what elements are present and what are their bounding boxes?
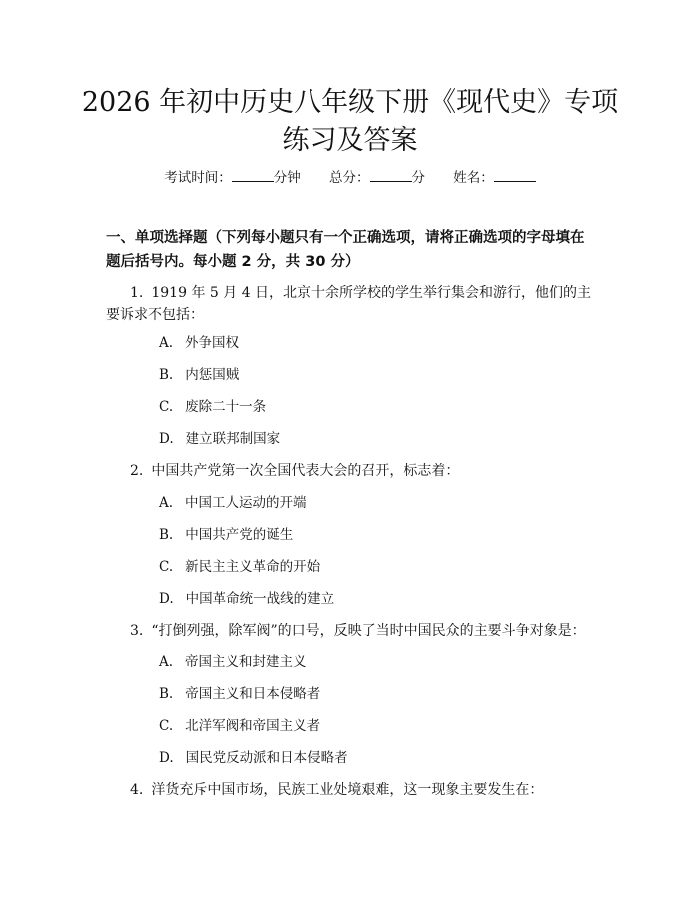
exam-score <box>329 170 429 186</box>
exam-score-unit: 分 <box>411 170 425 186</box>
exam-time <box>164 170 305 186</box>
option-text: 外争国权 <box>185 335 240 351</box>
exam-score-blank <box>370 168 412 182</box>
question-number: 3. <box>130 623 144 639</box>
exam-time-blank <box>232 168 274 182</box>
q2-option-b <box>159 525 293 545</box>
q2-option-a <box>159 493 307 513</box>
student-name <box>453 170 536 186</box>
question-4 <box>106 779 596 801</box>
q3-option-b <box>159 684 320 704</box>
option-text: 中国工人运动的开端 <box>185 495 307 511</box>
option-letter: B. <box>159 527 174 543</box>
option-letter: A. <box>159 654 174 670</box>
section-heading: 一、单项选择题（下列每小题只有一个正确选项，请将正确选项的字母填在题后括号内。每小题 2 分，共 30 分） <box>106 230 585 270</box>
exam-time-unit: 分钟 <box>273 170 301 186</box>
exam-score-label: 总分： <box>329 170 370 186</box>
question-number: 4. <box>130 782 144 798</box>
option-text: 新民主主义革命的开始 <box>185 559 321 575</box>
option-text: 废除二十一条 <box>185 399 267 415</box>
option-letter: C. <box>159 559 174 575</box>
option-letter: C. <box>159 718 174 734</box>
question-1 <box>106 282 596 326</box>
option-letter: A. <box>159 335 174 351</box>
option-text: 中国共产党的诞生 <box>185 527 294 543</box>
q2-option-d <box>159 589 334 609</box>
option-text: 内惩国贼 <box>185 367 240 383</box>
question-2 <box>106 460 596 482</box>
q3-option-d <box>159 748 348 768</box>
option-text: 国民党反动派和日本侵略者 <box>185 750 348 766</box>
option-letter: D. <box>159 431 174 447</box>
option-letter: B. <box>159 686 174 702</box>
question-3 <box>106 620 596 642</box>
option-letter: D. <box>159 591 174 607</box>
option-text: 帝国主义和封建主义 <box>185 654 307 670</box>
q1-option-b <box>159 365 239 385</box>
q1-option-d <box>159 429 280 449</box>
option-letter: B. <box>159 367 174 383</box>
student-name-blank <box>494 168 536 182</box>
question-text: 洋货充斥中国市场，民族工业处境艰难，这一现象主要发生在： <box>151 782 544 798</box>
document-title <box>60 84 640 160</box>
question-number: 1. <box>130 285 144 301</box>
student-name-label: 姓名： <box>453 170 494 186</box>
option-text: 帝国主义和日本侵略者 <box>185 686 321 702</box>
q3-option-a <box>159 652 307 672</box>
q2-option-c <box>159 557 320 577</box>
question-text: 中国共产党第一次全国代表大会的召开，标志着： <box>151 463 460 479</box>
exam-time-label: 考试时间： <box>164 170 232 186</box>
title-line-2: 练习及答案 <box>282 125 418 156</box>
question-text: 1919 年 5 月 4 日，北京十余所学校的学生举行集会和游行，他们的主要诉求不包括： <box>106 285 592 323</box>
exam-info <box>0 168 700 188</box>
question-text: “打倒列强，除军阀”的口号，反映了当时中国民众的主要斗争对象是： <box>151 623 586 639</box>
option-text: 北洋军阀和帝国主义者 <box>185 718 321 734</box>
option-letter: D. <box>159 750 174 766</box>
q3-option-c <box>159 716 320 736</box>
option-letter: C. <box>159 399 174 415</box>
q1-option-a <box>159 333 239 353</box>
title-line-1: 2026 年初中历史八年级下册《现代史》专项 <box>81 87 619 118</box>
q1-option-c <box>159 397 266 417</box>
option-letter: A. <box>159 495 174 511</box>
question-number: 2. <box>130 463 144 479</box>
option-text: 中国革命统一战线的建立 <box>185 591 335 607</box>
option-text: 建立联邦制国家 <box>185 431 281 447</box>
